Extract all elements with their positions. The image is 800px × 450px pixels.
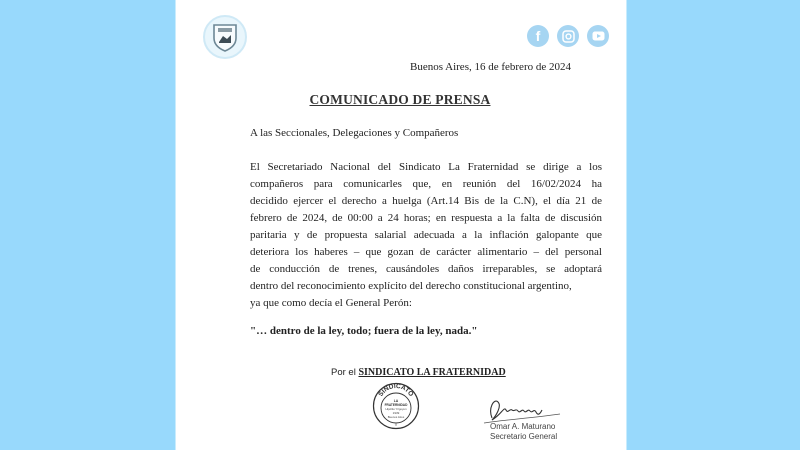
signoff-prefix: Por el <box>331 367 359 378</box>
body-line: deteriora los haberes – que gozan de carácter alimentario – del personal <box>250 246 602 258</box>
peron-quote: "… dentro de la ley, todo; fuera de la ley, nada." <box>250 325 478 337</box>
youtube-icon[interactable] <box>587 25 609 47</box>
signoff-org: SINDICATO LA FRATERNIDAD <box>358 367 506 378</box>
svg-text:Hipólito Yrigoyen: Hipólito Yrigoyen <box>385 407 407 411</box>
body-line: El Secretariado Nacional del Sindicato La Fraternidad se dirige a los <box>250 161 602 173</box>
signer-block <box>490 422 557 442</box>
signoff <box>331 367 506 378</box>
svg-text:®: ® <box>394 423 398 427</box>
svg-text:Buenos Aires: Buenos Aires <box>387 415 405 419</box>
body-line: decidido ejercer el derecho a huelga (Art.14 Bis de la C.N), el día 21 de <box>250 195 602 207</box>
union-crest-icon <box>203 15 247 59</box>
signer-name: Omar A. Maturano <box>490 422 556 431</box>
body-line: paritaria y de propuesta salarial adecuada a la inflación galopante que <box>250 229 602 241</box>
greeting: A las Seccionales, Delegaciones y Compañeros <box>250 127 459 139</box>
body-line: ya que como decía el General Perón: <box>250 297 412 309</box>
body-line: febrero de 2024, de 00:00 a 24 horas; en respuesta a la falta de discusión <box>250 212 602 224</box>
svg-text:1939: 1939 <box>392 411 400 415</box>
svg-text:LA: LA <box>393 399 399 403</box>
union-stamp <box>372 382 420 430</box>
body-line: dentro del reconocimiento explícito del derecho constitucional argentino, <box>250 280 572 292</box>
svg-text:SINDICATO: SINDICATO <box>377 382 415 398</box>
instagram-icon[interactable] <box>557 25 579 47</box>
date-line: Buenos Aires, 16 de febrero de 2024 <box>410 61 571 73</box>
social-links <box>527 25 609 47</box>
body-line: compañeros para comunicarles que, en reunión del 16/02/2024 ha <box>250 178 602 190</box>
signer-title: Secretario General <box>490 432 558 441</box>
facebook-icon[interactable]: f <box>527 25 549 47</box>
document-title: COMUNICADO DE PRENSA <box>309 92 491 107</box>
body-paragraph <box>250 159 602 312</box>
body-line: de conducción de trenes, causándoles daños irreparables, se adoptará <box>250 263 602 275</box>
svg-text:FRATERNIDAD: FRATERNIDAD <box>384 403 408 407</box>
